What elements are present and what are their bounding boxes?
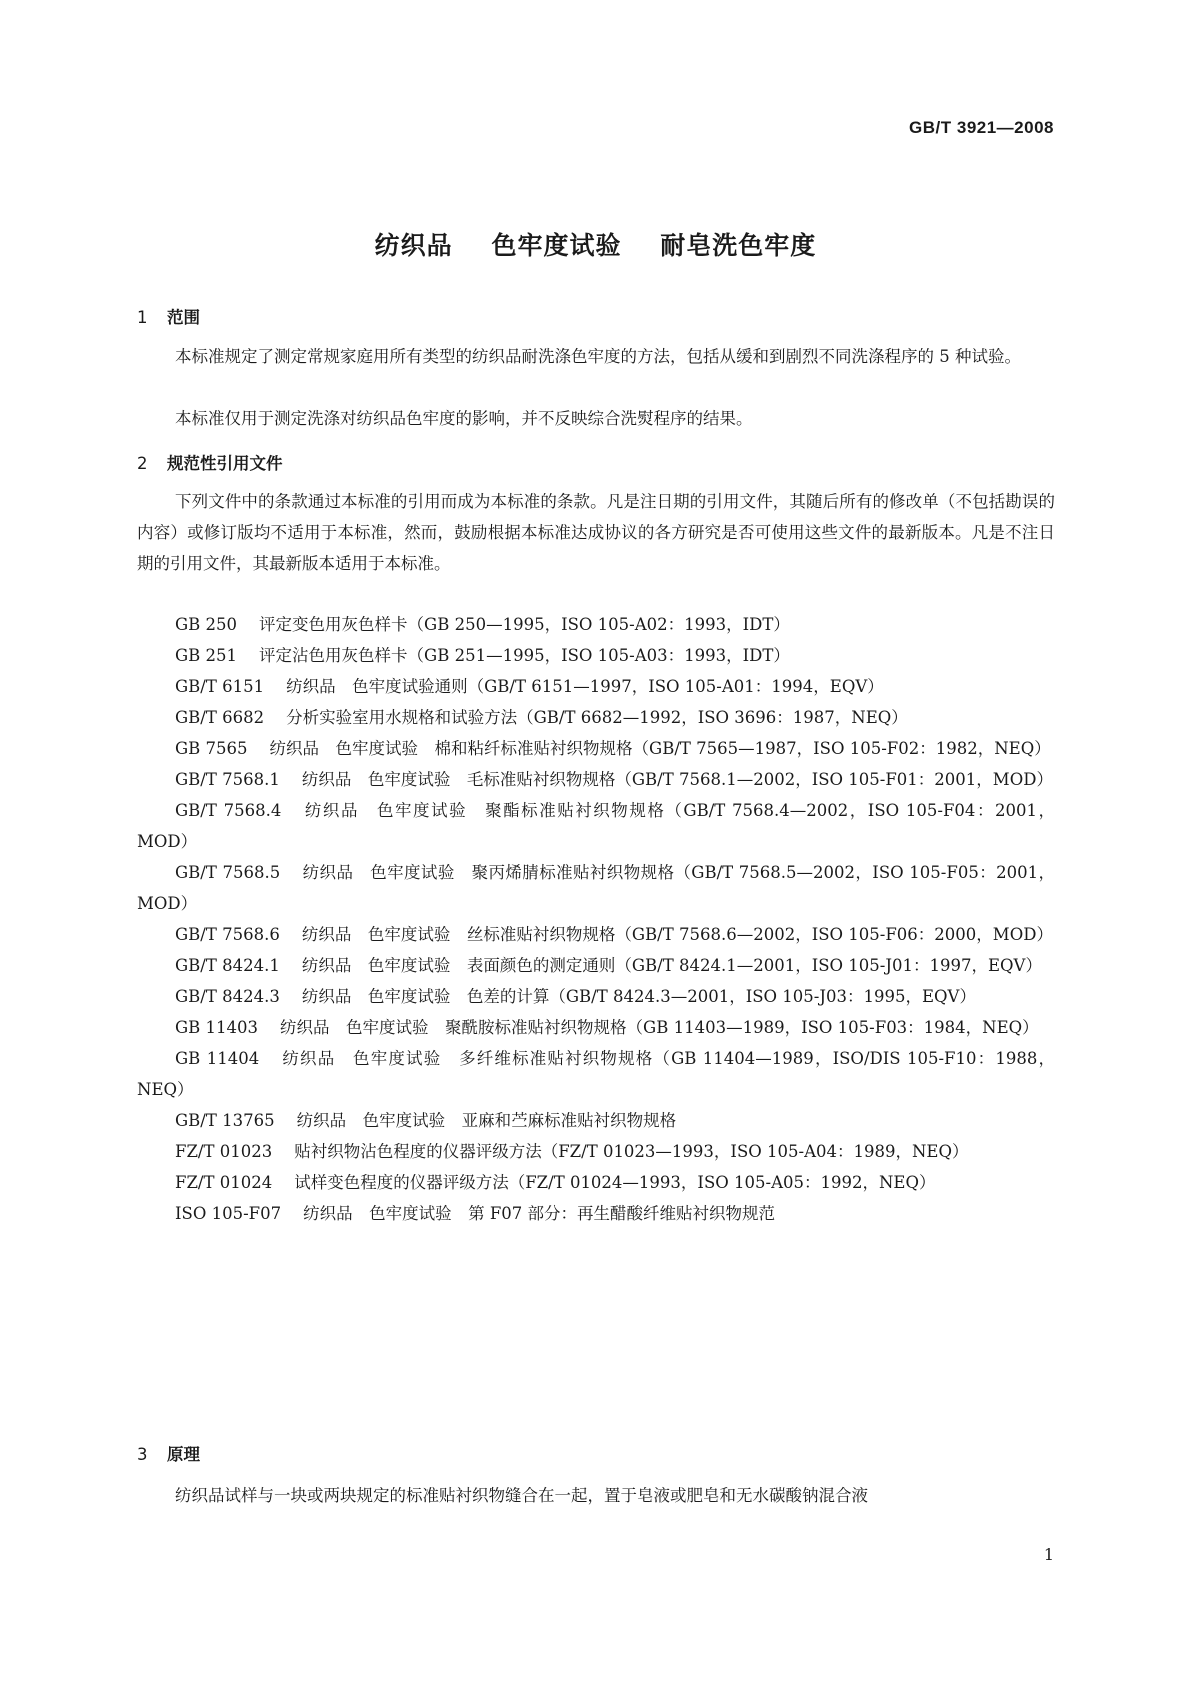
reference-text: 贴衬织物沾色程度的仪器评级方法（FZ/T 01023—1993，ISO 105-A04：1989，NEQ）	[294, 1142, 969, 1161]
reference-item	[137, 1012, 1055, 1043]
reference-item	[137, 1105, 1055, 1136]
reference-text: 试样变色程度的仪器评级方法（FZ/T 01024—1993，ISO 105-A05：1992，NEQ）	[294, 1173, 936, 1192]
reference-text: 分析实验室用水规格和试验方法（GB/T 6682—1992，ISO 3696：1987，NEQ）	[286, 708, 908, 727]
reference-text: 纺织品 色牢度试验 聚酰胺标准贴衬织物规格（GB 11403—1989，ISO 105-F03：1984，NEQ）	[280, 1018, 1039, 1037]
reference-code: GB/T 7568.1	[175, 770, 280, 789]
reference-item	[137, 671, 1055, 702]
reference-item	[137, 1167, 1055, 1198]
section-3-paragraph-1: 纺织品试样与一块或两块规定的标准贴衬织物缝合在一起，置于皂液或肥皂和无水碳酸钠混合液	[175, 1486, 868, 1505]
reference-item	[137, 733, 1055, 764]
normative-references-list	[137, 609, 1055, 1229]
reference-text: 评定沾色用灰色样卡（GB 251—1995，ISO 105-A03：1993，IDT）	[259, 646, 790, 665]
section-number: 2	[137, 454, 148, 473]
section-2-paragraph-1: 下列文件中的条款通过本标准的引用而成为本标准的条款。凡是注日期的引用文件，其随后所有的修改单（不包括勘误的内容）或修订版均不适用于本标准，然而，鼓励根据本标准达成协议的各方研究是否可使用这些文件的最新版本。凡是不注日期的引用文件，其最新版本适用于本标准。	[137, 492, 1055, 573]
reference-code: GB 11404	[175, 1049, 260, 1068]
section-3-heading	[137, 1441, 200, 1465]
reference-code: GB/T 6682	[175, 708, 265, 727]
reference-text: 纺织品 色牢度试验通则（GB/T 6151—1997，ISO 105-A01：1994，EQV）	[286, 677, 884, 696]
reference-text: 纺织品 色牢度试验 第 F07 部分：再生醋酸纤维贴衬织物规范	[303, 1204, 776, 1223]
reference-item	[137, 857, 1055, 919]
reference-item	[137, 702, 1055, 733]
section-title: 规范性引用文件	[167, 454, 283, 473]
reference-item	[137, 919, 1055, 950]
section-title: 原理	[167, 1445, 200, 1464]
section-1-heading	[137, 304, 200, 328]
reference-text: 纺织品 色牢度试验 丝标准贴衬织物规格（GB/T 7568.6—2002，ISO 105-F06：2000，MOD）	[301, 925, 1053, 944]
reference-code: GB 251	[175, 646, 238, 665]
reference-text: 纺织品 色牢度试验 亚麻和苎麻标准贴衬织物规格	[296, 1111, 677, 1130]
reference-text: 纺织品 色牢度试验 棉和粘纤标准贴衬织物规格（GB/T 7565—1987，ISO 105-F02：1982，NEQ）	[269, 739, 1051, 758]
section-1-paragraph-1: 本标准规定了测定常规家庭用所有类型的纺织品耐洗涤色牢度的方法，包括从缓和到剧烈不同洗涤程序的 5 种试验。	[175, 347, 1021, 366]
reference-text: 纺织品 色牢度试验 聚丙烯腈标准贴衬织物规格（GB/T 7568.5—2002，ISO 105-F05：2001，MOD）	[137, 863, 1055, 913]
reference-code: FZ/T 01023	[175, 1142, 273, 1161]
section-2-heading	[137, 450, 283, 474]
section-title: 范围	[167, 308, 200, 327]
reference-text: 评定变色用灰色样卡（GB 250—1995，ISO 105-A02：1993，IDT）	[259, 615, 790, 634]
reference-text: 纺织品 色牢度试验 毛标准贴衬织物规格（GB/T 7568.1—2002，ISO 105-F01：2001，MOD）	[301, 770, 1053, 789]
reference-code: GB 250	[175, 615, 238, 634]
reference-item	[137, 609, 1055, 640]
reference-code: GB 7565	[175, 739, 248, 758]
reference-text: 纺织品 色牢度试验 表面颜色的测定通则（GB/T 8424.1—2001，ISO 105-J01：1997，EQV）	[301, 956, 1042, 975]
section-number: 1	[137, 308, 148, 327]
reference-item	[137, 764, 1055, 795]
reference-item	[137, 1198, 1055, 1229]
standard-code: GB/T 3921—2008	[909, 118, 1054, 137]
reference-code: GB/T 13765	[175, 1111, 275, 1130]
reference-code: GB 11403	[175, 1018, 259, 1037]
reference-code: ISO 105-F07	[175, 1204, 282, 1223]
reference-code: GB/T 6151	[175, 677, 265, 696]
reference-code: GB/T 8424.3	[175, 987, 280, 1006]
reference-text: 纺织品 色牢度试验 色差的计算（GB/T 8424.3—2001，ISO 105-J03：1995，EQV）	[301, 987, 976, 1006]
page-number: 1	[1043, 1545, 1054, 1564]
reference-item	[137, 640, 1055, 671]
reference-code: GB/T 7568.6	[175, 925, 280, 944]
reference-text: 纺织品 色牢度试验 多纤维标准贴衬织物规格（GB 11404—1989，ISO/DIS 105-F10：1988，NEQ）	[137, 1049, 1055, 1099]
reference-code: GB/T 7568.4	[175, 801, 282, 820]
reference-item	[137, 950, 1055, 981]
reference-code: GB/T 8424.1	[175, 956, 280, 975]
reference-item	[137, 1043, 1055, 1105]
reference-code: GB/T 7568.5	[175, 863, 281, 882]
reference-item	[137, 1136, 1055, 1167]
section-1-paragraph-2: 本标准仅用于测定洗涤对纺织品色牢度的影响，并不反映综合洗熨程序的结果。	[175, 409, 753, 428]
reference-item	[137, 795, 1055, 857]
reference-item	[137, 981, 1055, 1012]
reference-text: 纺织品 色牢度试验 聚酯标准贴衬织物规格（GB/T 7568.4—2002，ISO 105-F04：2001，MOD）	[137, 801, 1055, 851]
section-number: 3	[137, 1445, 148, 1464]
reference-code: FZ/T 01024	[175, 1173, 273, 1192]
document-title: 纺织品 色牢度试验 耐皂洗色牢度	[374, 231, 817, 260]
